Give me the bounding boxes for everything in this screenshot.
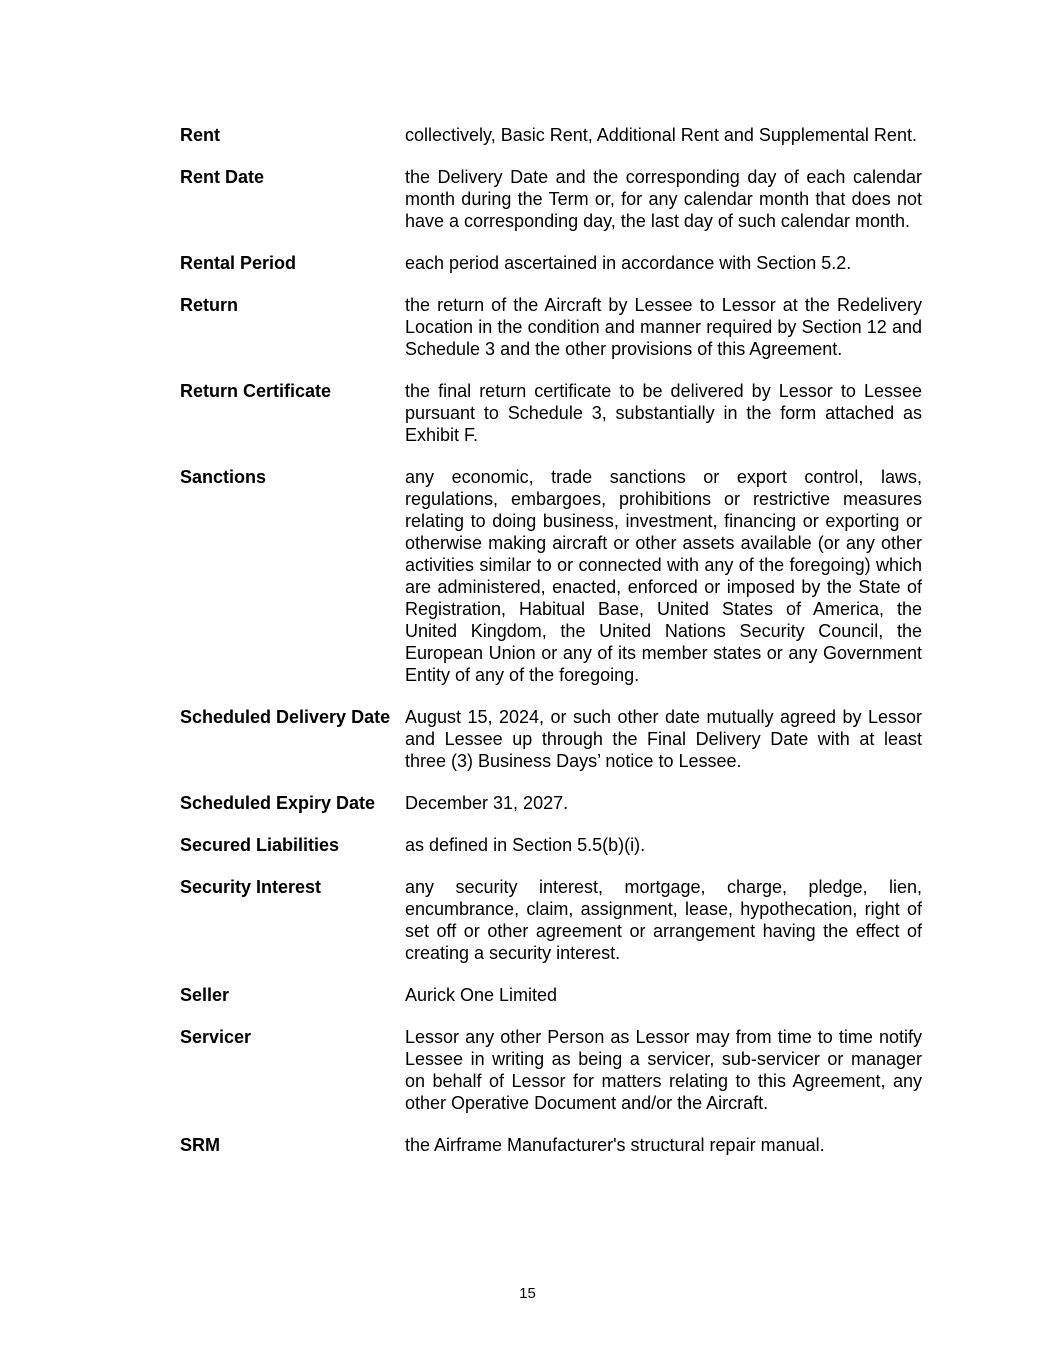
definition-text: the Airframe Manufacturer's structural repair manual. — [405, 1135, 825, 1155]
definition-entry-security-interest — [180, 876, 922, 964]
term: Security Interest — [180, 877, 322, 897]
term: Secured Liabilities — [180, 835, 340, 855]
term: Return Certificate — [180, 381, 332, 401]
definition-entry-scheduled-expiry-date — [180, 792, 922, 814]
definition-text: Aurick One Limited — [405, 985, 558, 1005]
definition-entry-sanctions — [180, 466, 922, 686]
definition-text: as defined in Section 5.5(b)(i). — [405, 835, 646, 855]
definition-text: the final return certificate to be delivered by Lessor to Lessee pursuant to Schedule 3, substantially in the form attached as Exhibit F. — [405, 381, 922, 445]
definition-entry-seller — [180, 984, 922, 1006]
term: Scheduled Delivery Date — [180, 707, 391, 727]
definition-entry-servicer — [180, 1026, 922, 1114]
definition-text: Lessor any other Person as Lessor may from time to time notify Lessee in writing as being a servicer, sub-servicer or manager on behalf of Lessor for matters relating to this Agreement, any other Operative Document and/or the Aircraft. — [405, 1027, 922, 1113]
term: Rental Period — [180, 253, 297, 273]
definition-entry-return-certificate — [180, 380, 922, 446]
definition-text: August 15, 2024, or such other date mutually agreed by Lessor and Lessee up through the Final Delivery Date with at least three (3) Business Days’ notice to Lessee. — [405, 707, 922, 771]
definition-entry-rent-date — [180, 166, 922, 232]
definition-entry-scheduled-delivery-date — [180, 706, 922, 772]
definition-entry-rent — [180, 124, 922, 146]
definition-text: any economic, trade sanctions or export control, laws, regulations, embargoes, prohibitions or restrictive measures relating to doing business, investment, financing or exporting or otherwise making aircraft or other assets available (or any other activities similar to or connected with any of the foregoing) which are administered, enacted, enforced or imposed by the State of Registration, Habitual Base, United States of America, the United Kingdom, the United Nations Security Council, the European Union or any of its member states or any Government Entity of any of the foregoing. — [405, 467, 922, 685]
definition-entry-rental-period — [180, 252, 922, 274]
definition-entry-return — [180, 294, 922, 360]
term: Rent — [180, 125, 220, 145]
definition-text: the Delivery Date and the corresponding day of each calendar month during the Term or, for any calendar month that does not have a corresponding day, the last day of such calendar month. — [405, 167, 922, 231]
term: Rent Date — [180, 167, 265, 187]
definition-entry-secured-liabilities — [180, 834, 922, 856]
definition-text: collectively, Basic Rent, Additional Rent and Supplemental Rent. — [405, 125, 917, 145]
term: Seller — [180, 985, 230, 1005]
definition-text: December 31, 2027. — [405, 793, 569, 813]
definition-entry-srm — [180, 1134, 922, 1156]
term: Servicer — [180, 1027, 252, 1047]
term: Return — [180, 295, 238, 315]
term: SRM — [180, 1135, 220, 1155]
term: Sanctions — [180, 467, 267, 487]
term: Scheduled Expiry Date — [180, 793, 376, 813]
definition-text: any security interest, mortgage, charge, pledge, lien, encumbrance, claim, assignment, lease, hypothecation, right of set off or other agreement or arrangement having the effect of creating a security interest. — [405, 877, 922, 963]
definition-text: the return of the Aircraft by Lessee to Lessor at the Redelivery Location in the condition and manner required by Section 12 and Schedule 3 and the other provisions of this Agreement. — [405, 295, 922, 359]
definition-text: each period ascertained in accordance with Section 5.2. — [405, 253, 852, 273]
page-number: 15 — [519, 1285, 536, 1302]
definitions-list — [180, 124, 922, 1176]
